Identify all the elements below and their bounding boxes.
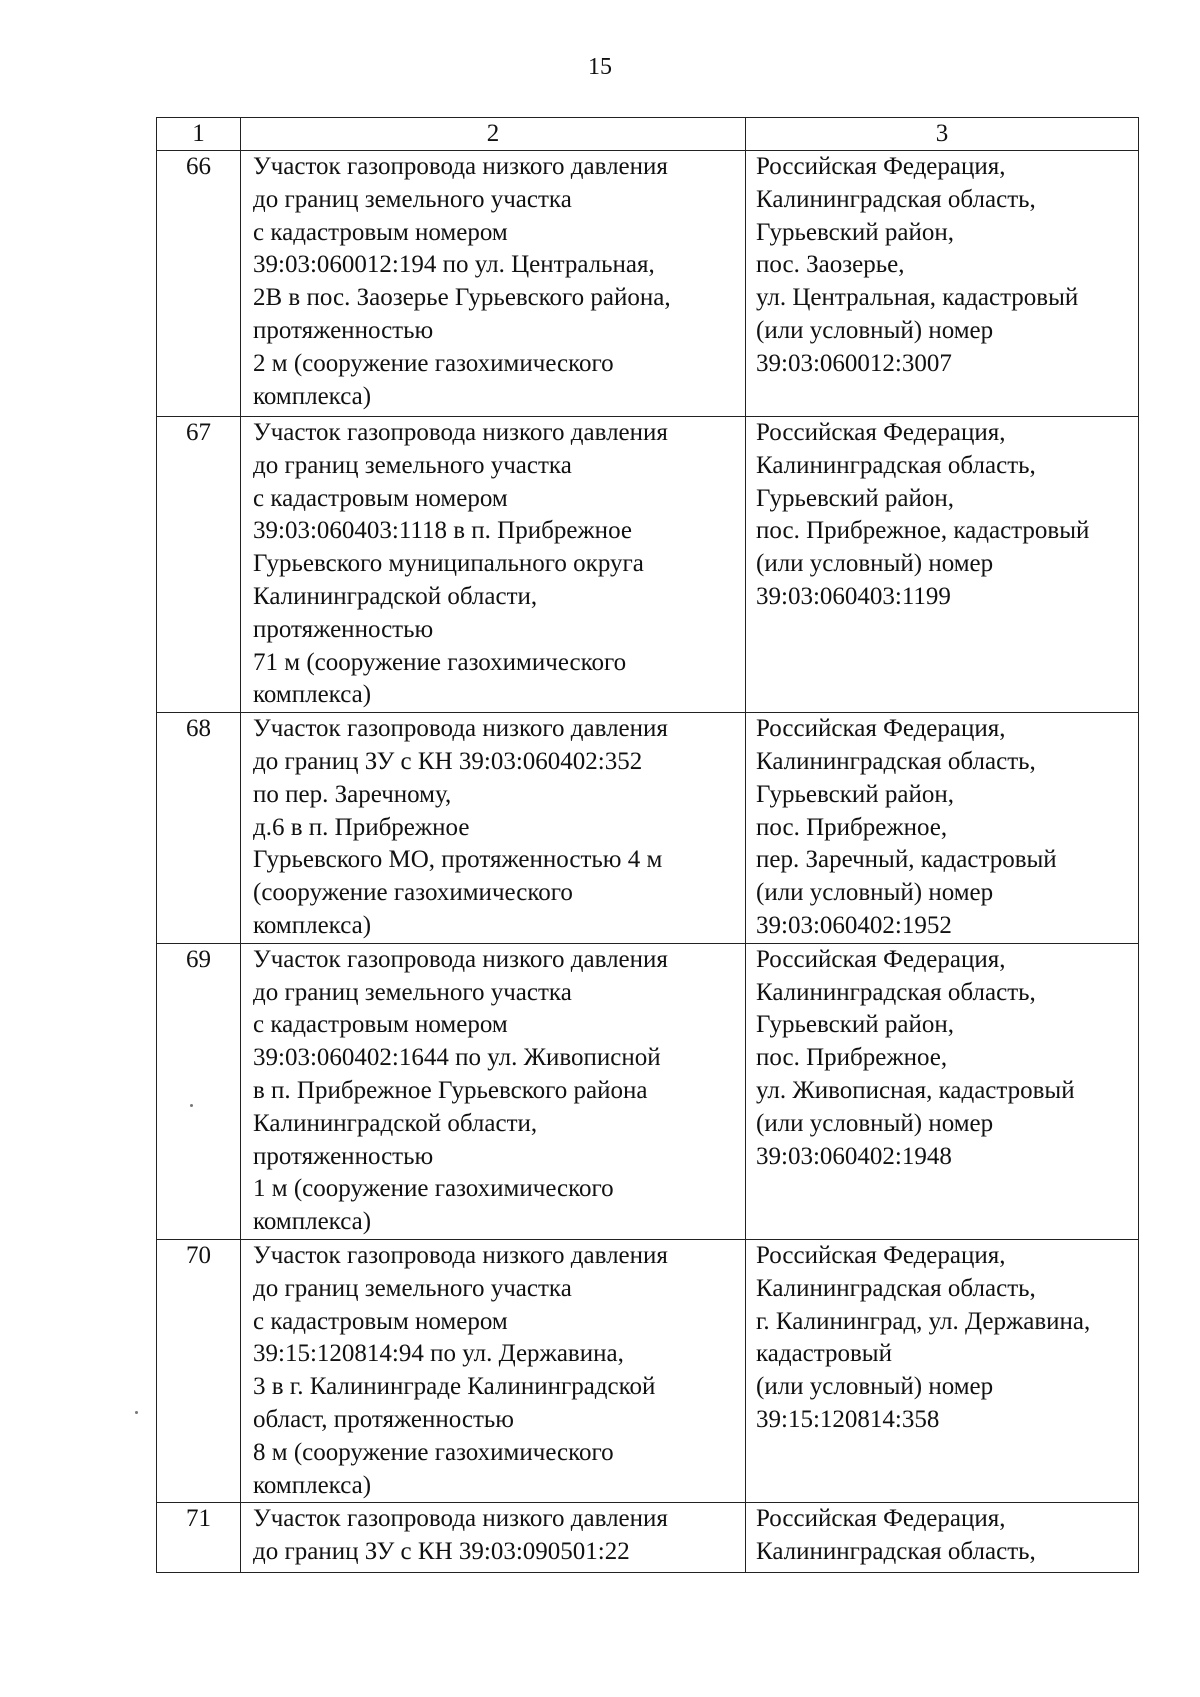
table-row — [157, 1239, 1139, 1502]
object-description — [241, 151, 746, 417]
description-line: 8 м (сооружение газохимического — [253, 1438, 614, 1466]
description-line: Калининградской области, — [253, 582, 538, 610]
description-line: комплекса) — [253, 1208, 372, 1236]
description-line: до границ земельного участка — [253, 451, 572, 479]
object-address — [746, 151, 1139, 417]
description-line: протяженностью — [253, 615, 434, 643]
description-line: до границ ЗУ с КН 39:03:090501:22 — [253, 1538, 630, 1566]
address-line: (или условный) номер — [756, 879, 994, 907]
description-line: (сооружение газохимического — [253, 879, 573, 907]
description-line: по пер. Заречному, — [253, 780, 452, 808]
address-line: (или условный) номер — [756, 1109, 994, 1137]
address-line: 39:03:060402:1948 — [756, 1142, 952, 1170]
description-line: комплекса) — [253, 382, 372, 410]
row-number: 67 — [157, 417, 241, 713]
description-line: 3 в г. Калининграде Калининградской — [253, 1373, 656, 1401]
address-line: Калининградская область, — [756, 451, 1036, 479]
address-line: Гурьевский район, — [756, 780, 955, 808]
description-line: до границ ЗУ с КН 39:03:060402:352 — [253, 747, 643, 775]
address-line: Российская Федерация, — [756, 715, 1006, 743]
table-header-row — [157, 118, 1139, 151]
address-line: ул. Живописная, кадастровый — [756, 1076, 1075, 1104]
address-line: Российская Федерация, — [756, 1505, 1006, 1533]
object-description — [241, 943, 746, 1239]
address-line: пос. Прибрежное, кадастровый — [756, 517, 1090, 545]
description-line: Калининградской области, — [253, 1109, 538, 1137]
table-row — [157, 943, 1139, 1239]
description-line: област, протяженностью — [253, 1405, 514, 1433]
description-line: комплекса) — [253, 911, 372, 939]
description-line: с кадастровым номером — [253, 218, 508, 246]
description-line: 39:15:120814:94 по ул. Державина, — [253, 1340, 624, 1368]
address-line: 39:03:060012:3007 — [756, 349, 952, 377]
description-line: Участок газопровода низкого давления — [253, 1505, 668, 1533]
description-line: комплекса) — [253, 1471, 372, 1499]
address-line: Калининградская область, — [756, 1538, 1036, 1566]
address-line: Калининградская область, — [756, 1274, 1036, 1302]
row-number: 71 — [157, 1503, 241, 1573]
row-number: 69 — [157, 943, 241, 1239]
object-address — [746, 713, 1139, 944]
column-header-3: 3 — [746, 118, 1139, 151]
row-number: 66 — [157, 151, 241, 417]
address-line: Калининградская область, — [756, 185, 1036, 213]
address-line: пер. Заречный, кадастровый — [756, 846, 1057, 874]
address-line: пос. Прибрежное, — [756, 1044, 948, 1072]
address-line: ул. Центральная, кадастровый — [756, 284, 1079, 312]
description-line: 39:03:060402:1644 по ул. Живописной — [253, 1044, 661, 1072]
column-header-1: 1 — [157, 118, 241, 151]
address-line: (или условный) номер — [756, 550, 994, 578]
address-line: Гурьевский район, — [756, 218, 955, 246]
table-body — [157, 151, 1139, 1573]
address-line: 39:15:120814:358 — [756, 1405, 940, 1433]
address-line: г. Калининград, ул. Державина, — [756, 1307, 1091, 1335]
object-address — [746, 943, 1139, 1239]
description-line: до границ земельного участка — [253, 1274, 572, 1302]
address-line: (или условный) номер — [756, 316, 994, 344]
object-description — [241, 417, 746, 713]
row-number: 68 — [157, 713, 241, 944]
address-line: 39:03:060402:1952 — [756, 911, 952, 939]
scan-speck — [190, 1104, 193, 1107]
description-line: Участок газопровода низкого давления — [253, 1241, 668, 1269]
description-line: до границ земельного участка — [253, 978, 572, 1006]
row-number: 70 — [157, 1239, 241, 1502]
description-line: 2В в пос. Заозерье Гурьевского района, — [253, 284, 671, 312]
objects-table — [156, 117, 1139, 1573]
address-line: Российская Федерация, — [756, 153, 1006, 180]
description-line: Участок газопровода низкого давления — [253, 715, 668, 743]
description-line: в п. Прибрежное Гурьевского района — [253, 1076, 648, 1104]
column-header-2: 2 — [241, 118, 746, 151]
description-line: с кадастровым номером — [253, 1011, 508, 1039]
address-line: пос. Заозерье, — [756, 251, 905, 279]
description-line: Участок газопровода низкого давления — [253, 419, 668, 446]
address-line: Гурьевский район, — [756, 1011, 955, 1039]
description-line: 39:03:060012:194 по ул. Центральная, — [253, 251, 655, 279]
object-description — [241, 1239, 746, 1502]
page-number: 15 — [588, 54, 612, 80]
address-line: (или условный) номер — [756, 1373, 994, 1401]
object-address — [746, 1503, 1139, 1573]
address-line: кадастровый — [756, 1340, 892, 1368]
address-line: пос. Прибрежное, — [756, 813, 948, 841]
address-line: Российская Федерация, — [756, 1241, 1006, 1269]
description-line: Гурьевского МО, протяженностью 4 м — [253, 846, 663, 874]
description-line: 39:03:060403:1118 в п. Прибрежное — [253, 517, 632, 545]
object-description — [241, 713, 746, 944]
table-row — [157, 713, 1139, 944]
scan-speck — [135, 1411, 138, 1414]
description-line: 1 м (сооружение газохимического — [253, 1175, 614, 1203]
description-line: до границ земельного участка — [253, 185, 572, 213]
address-line: Гурьевский район, — [756, 484, 955, 512]
address-line: Российская Федерация, — [756, 419, 1006, 446]
description-line: протяженностью — [253, 316, 434, 344]
address-line: 39:03:060403:1199 — [756, 582, 951, 610]
description-line: Гурьевского муниципального округа — [253, 550, 644, 578]
address-line: Российская Федерация, — [756, 945, 1006, 973]
object-address — [746, 417, 1139, 713]
description-line: Участок газопровода низкого давления — [253, 945, 668, 973]
object-description — [241, 1503, 746, 1573]
description-line: протяженностью — [253, 1142, 434, 1170]
description-line: с кадастровым номером — [253, 1307, 508, 1335]
description-line: 2 м (сооружение газохимического — [253, 349, 614, 377]
description-line: 71 м (сооружение газохимического — [253, 648, 627, 676]
table-row — [157, 417, 1139, 713]
description-line: Участок газопровода низкого давления — [253, 153, 668, 180]
description-line: с кадастровым номером — [253, 484, 508, 512]
description-line: комплекса) — [253, 681, 372, 709]
table-row — [157, 1503, 1139, 1573]
address-line: Калининградская область, — [756, 978, 1036, 1006]
table-row — [157, 151, 1139, 417]
description-line: д.6 в п. Прибрежное — [253, 813, 470, 841]
address-line: Калининградская область, — [756, 747, 1036, 775]
object-address — [746, 1239, 1139, 1502]
